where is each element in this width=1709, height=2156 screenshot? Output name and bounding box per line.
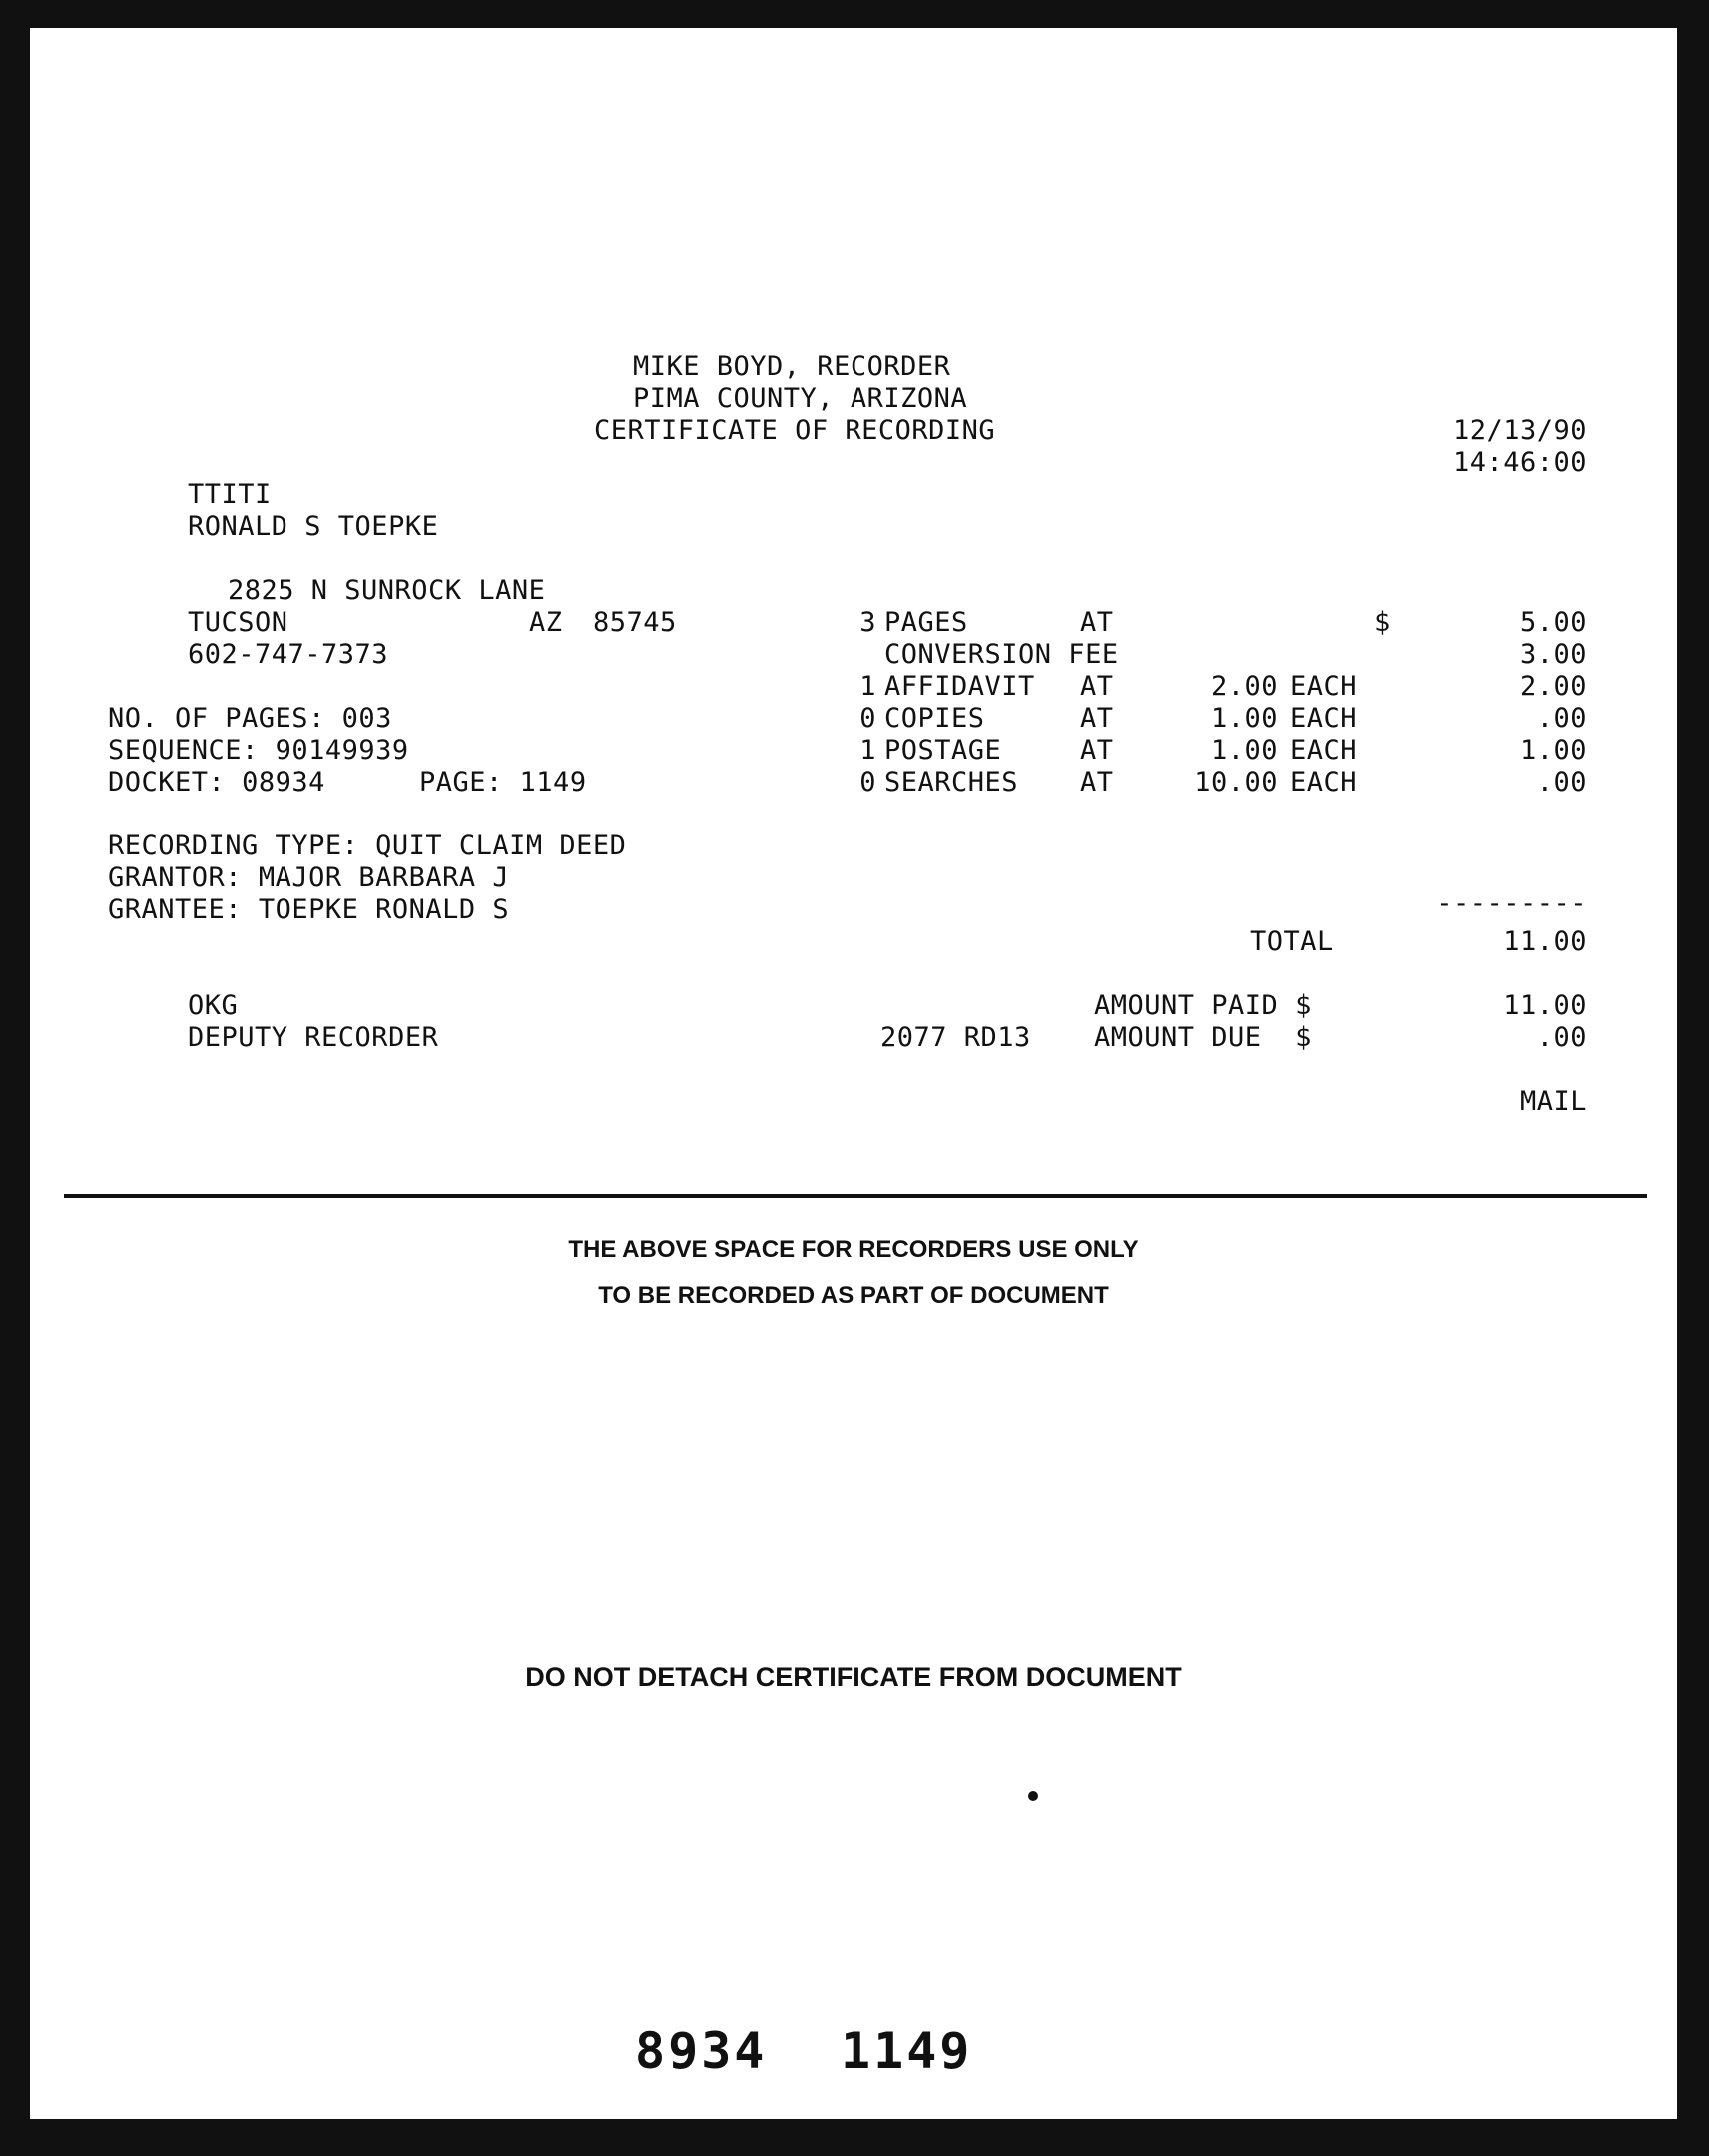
- fee-amount: 3.00: [1519, 639, 1587, 670]
- fee-at: AT: [1080, 671, 1114, 702]
- record-time: 14:46:00: [1452, 447, 1587, 478]
- recorder-name: MIKE BOYD, RECORDER: [633, 351, 951, 382]
- fee-qty: 3: [859, 607, 876, 638]
- fee-amount: 5.00: [1519, 607, 1587, 638]
- fee-qty: 1: [859, 671, 876, 702]
- total-amount: 11.00: [1503, 926, 1587, 957]
- county-name: PIMA COUNTY, ARIZONA: [633, 383, 968, 414]
- addressee-name: RONALD S TOEPKE: [188, 511, 439, 542]
- fee-amount: .00: [1536, 767, 1587, 798]
- fee-each: EACH: [1290, 735, 1358, 766]
- pages-count: NO. OF PAGES: 003: [108, 703, 392, 734]
- addressee-state: AZ: [529, 607, 563, 638]
- deputy-title: DEPUTY RECORDER: [188, 1022, 439, 1053]
- fee-at: AT: [1080, 735, 1114, 766]
- deputy-code: 2077 RD13: [880, 1022, 1031, 1053]
- fee-each: EACH: [1290, 671, 1358, 702]
- amount-due-label: AMOUNT DUE $: [1094, 1022, 1312, 1053]
- fee-qty: 0: [859, 767, 876, 798]
- certificate-title: CERTIFICATE OF RECORDING: [594, 415, 996, 446]
- addressee-street: 2825 N SUNROCK LANE: [228, 575, 546, 606]
- fee-rate: 1.00: [1210, 703, 1278, 734]
- total-separator: ---------: [1436, 888, 1587, 919]
- fee-currency: $: [1374, 607, 1391, 638]
- recorder-space-notice: THE ABOVE SPACE FOR RECORDERS USE ONLY: [568, 1236, 1139, 1263]
- record-part-notice: TO BE RECORDED AS PART OF DOCUMENT: [598, 1282, 1109, 1309]
- fee-rate: 2.00: [1210, 671, 1278, 702]
- stamp-docket: 8934: [635, 2022, 768, 2080]
- fee-each: EACH: [1290, 703, 1358, 734]
- deputy-initials: OKG: [188, 990, 239, 1021]
- recording-type: RECORDING TYPE: QUIT CLAIM DEED: [108, 830, 627, 861]
- addressee-city: TUCSON: [188, 607, 288, 638]
- detach-warning: DO NOT DETACH CERTIFICATE FROM DOCUMENT: [525, 1662, 1182, 1692]
- fee-item: POSTAGE: [884, 735, 1002, 766]
- fee-at: AT: [1080, 767, 1114, 798]
- certificate-page: [30, 28, 1677, 2119]
- total-label: TOTAL: [1250, 926, 1334, 957]
- fee-qty: 0: [859, 703, 876, 734]
- fee-amount: .00: [1536, 703, 1587, 734]
- fee-amount: 1.00: [1519, 735, 1587, 766]
- fee-item: COPIES: [884, 703, 985, 734]
- sequence-number: SEQUENCE: 90149939: [108, 735, 409, 766]
- amount-due: .00: [1536, 1022, 1587, 1053]
- ink-speck: [1028, 1791, 1038, 1801]
- addressee-phone: 602-747-7373: [188, 639, 389, 670]
- recorder-space-divider: [64, 1194, 1647, 1198]
- stamp-page: 1149: [841, 2022, 973, 2080]
- docket-number: DOCKET: 08934: [108, 767, 325, 798]
- fee-each: EACH: [1290, 767, 1358, 798]
- addressee-zip: 85745: [593, 607, 677, 638]
- amount-paid-label: AMOUNT PAID $: [1094, 990, 1312, 1021]
- record-date: 12/13/90: [1452, 415, 1587, 446]
- fee-qty: 1: [859, 735, 876, 766]
- fee-item: PAGES: [884, 607, 968, 638]
- amount-paid: 11.00: [1503, 990, 1587, 1021]
- fee-item: CONVERSION FEE: [884, 639, 1119, 670]
- page-number: PAGE: 1149: [419, 767, 587, 798]
- grantee: GRANTEE: TOEPKE RONALD S: [108, 894, 510, 925]
- fee-rate: 10.00: [1194, 767, 1278, 798]
- delivery-method: MAIL: [1519, 1086, 1587, 1117]
- fee-item: AFFIDAVIT: [884, 671, 1035, 702]
- fee-at: AT: [1080, 703, 1114, 734]
- fee-item: SEARCHES: [884, 767, 1019, 798]
- fee-rate: 1.00: [1210, 735, 1278, 766]
- fee-amount: 2.00: [1519, 671, 1587, 702]
- addressee-code: TTITI: [188, 479, 272, 510]
- fee-at: AT: [1080, 607, 1114, 638]
- grantor: GRANTOR: MAJOR BARBARA J: [108, 862, 510, 893]
